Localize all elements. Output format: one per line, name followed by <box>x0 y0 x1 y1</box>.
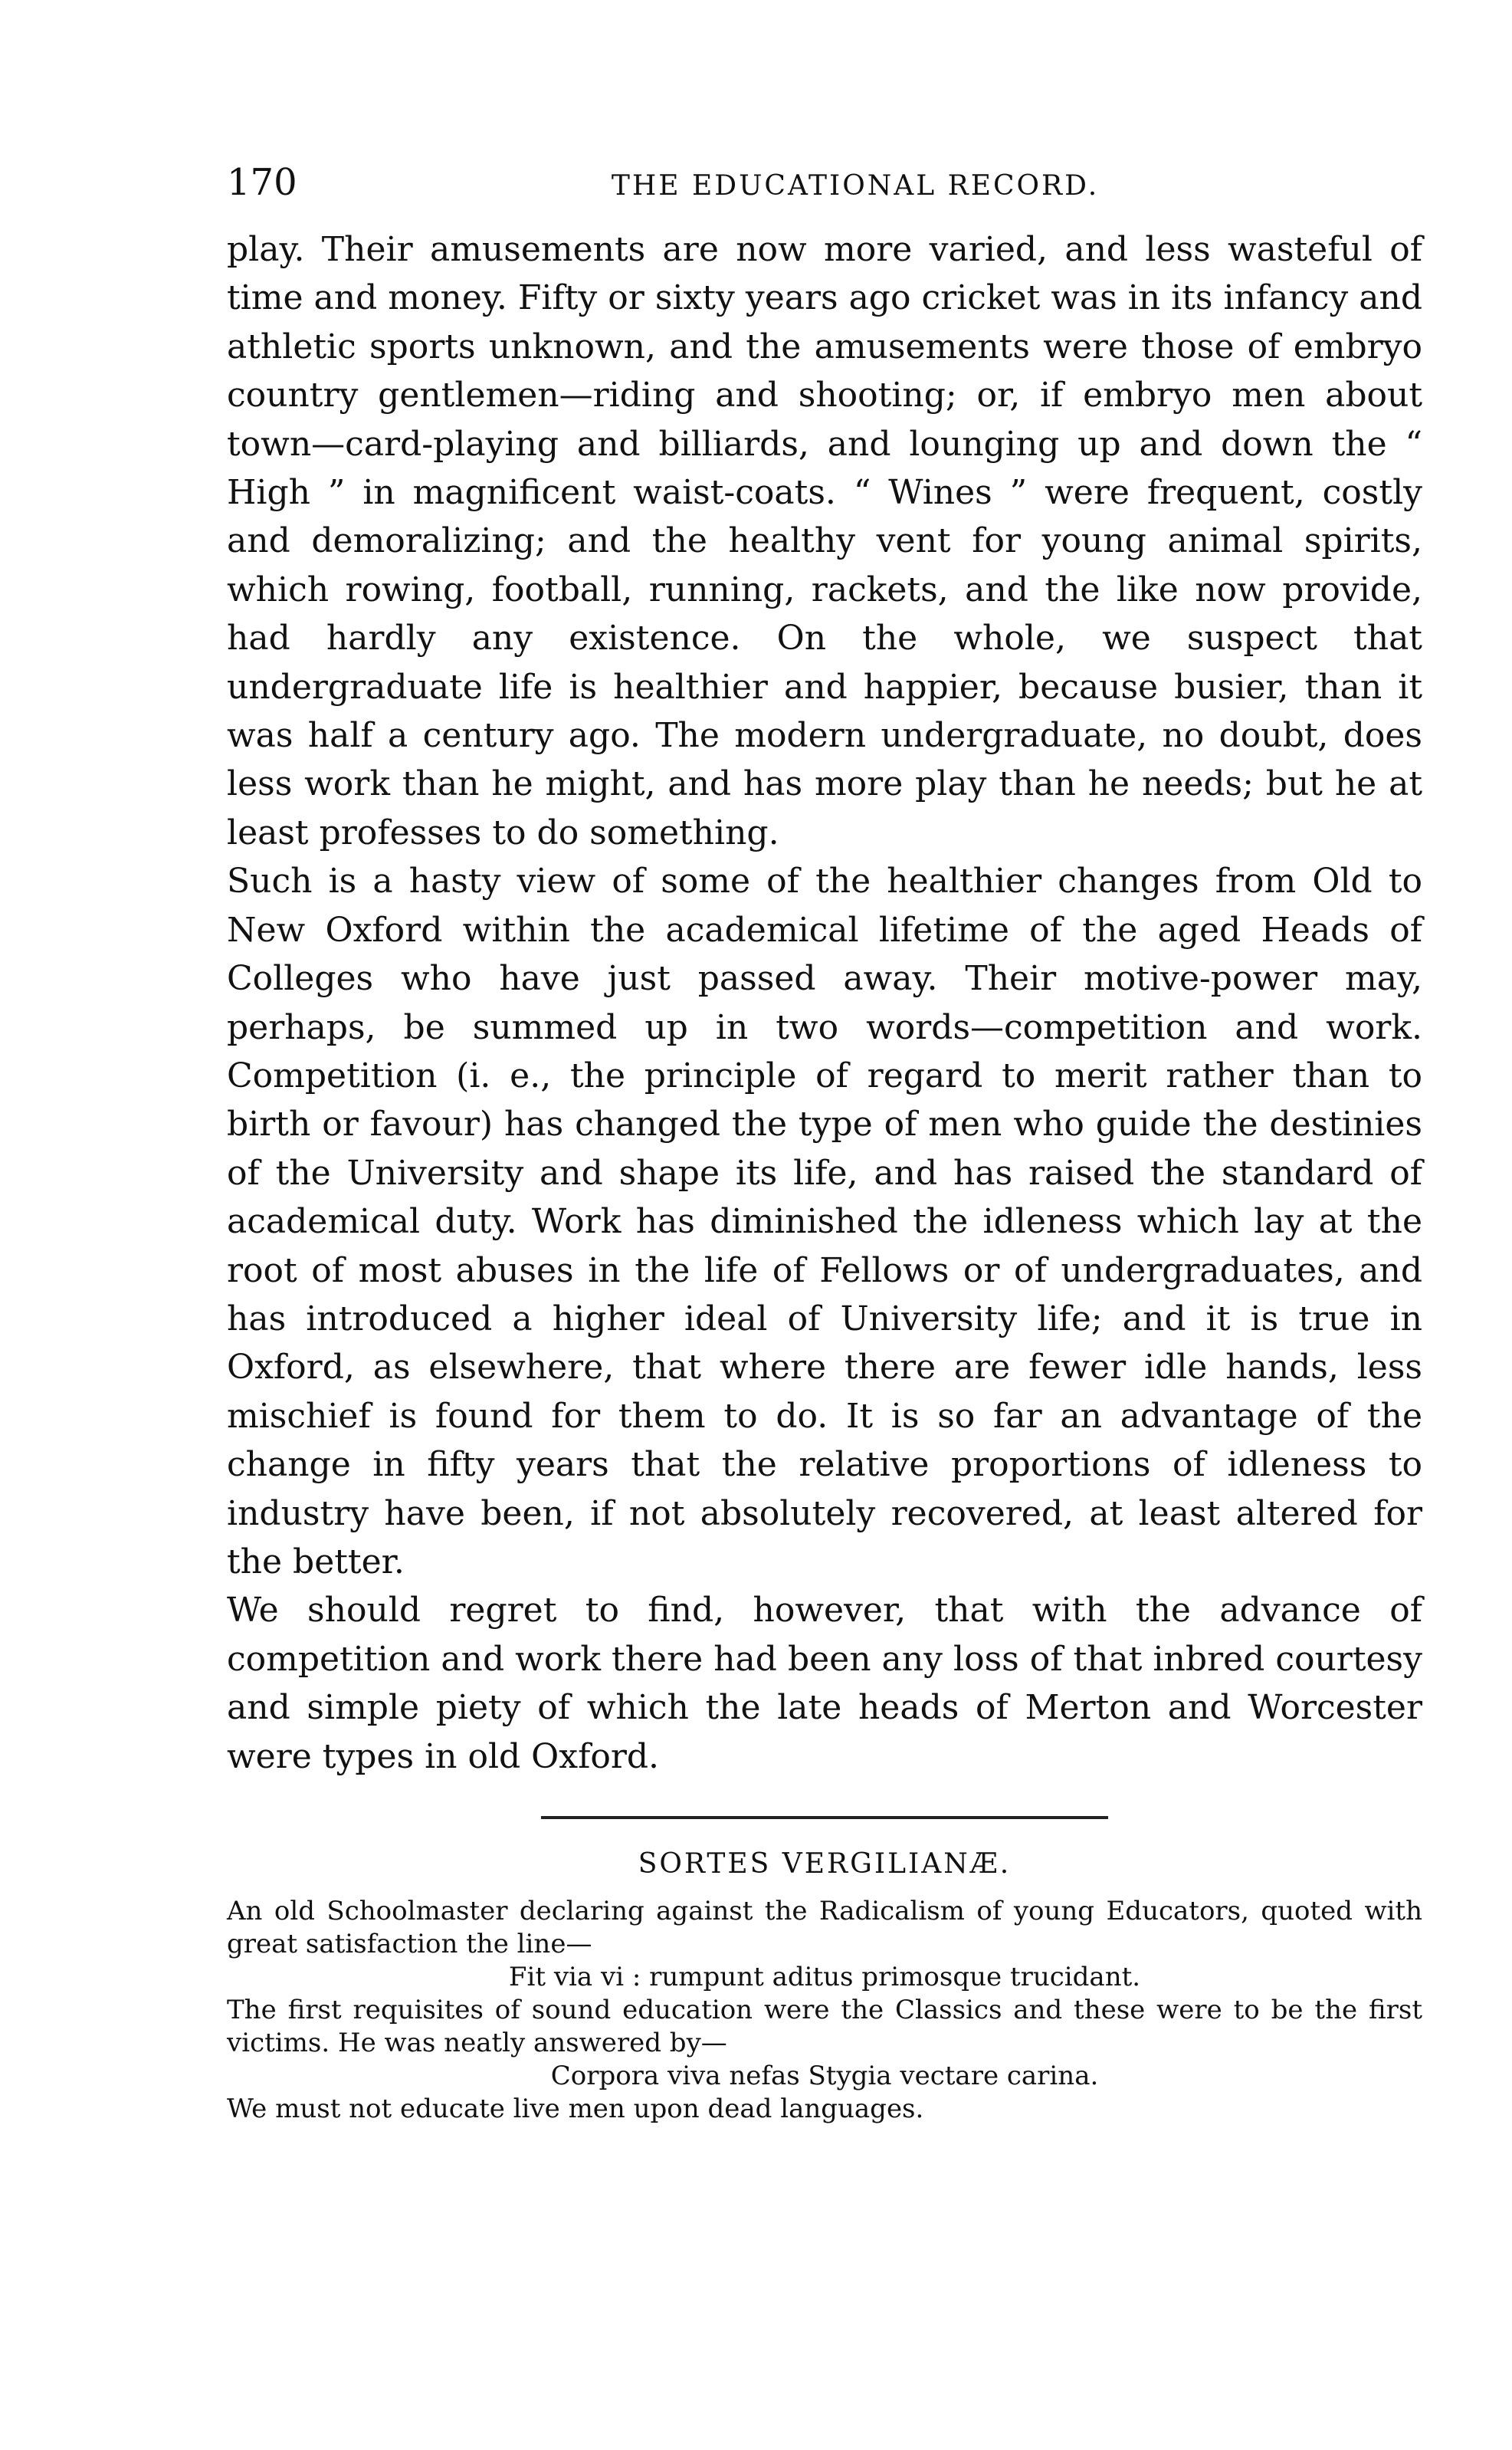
anecdote-text: The first requisites of sound education were the Classics and these were to be the first victims. He was neatly answered by— <box>227 1995 1422 2058</box>
latin-quote: Fit via vi : rumpunt aditus primosque trucidant. <box>508 1962 1141 1992</box>
paragraph: Such is a hasty view of some of the healthier changes from Old to New Oxford within the academical lifetime of the aged Heads of Colleges who have just passed away. Their motive-power may, perhaps, be summed up in two words—competition and work. Competition (i. e., the principle of regard to merit rather than to birth or favour) has changed the type of men who guide the destinies of the University and shape its life, and has raised the standard of academical duty. Work has diminished the idleness which lay at the root of most abuses in the life of Fellows or of undergraduates, and has introduced a higher ideal of University life; and it is true in Oxford, as elsewhere, that where there are fewer idle hands, less mischief is found for them to do. It is so far an advantage of the change in fifty years that the relative proportions of idleness to industry have been, if not absolutely recovered, at least altered for the better. <box>227 862 1422 1581</box>
latin-quote: Corpora viva nefas Stygia vectare carina. <box>550 2061 1099 2091</box>
section-divider <box>541 1816 1108 1819</box>
paragraph: play. Their amusements are now more varied, and less wasteful of time and money. Fifty or sixty years ago cricket was in its infancy and athletic sports unknown, and the amusements were those of embryo country gentlemen—riding and shooting; or, if embryo men about town—card-playing and billiards, and lounging up and down the “ High ” in magnificent waist-coats. “ Wines ” were frequent, costly and demoralizing; and the healthy vent for young animal spirits, which rowing, football, running, rackets, and the like now provide, had hardly any existence. On the whole, we suspect that undergraduate life is healthier and happier, because busier, than it was half a century ago. The modern undergraduate, no doubt, does less work than he might, and has more play than he needs; but he at least professes to do something. <box>227 230 1422 852</box>
sortes-section <box>227 1848 1422 2126</box>
journal-title: THE EDUCATIONAL RECORD. <box>611 170 1100 202</box>
anecdote-text: We must not educate live men upon dead languages. <box>227 2094 924 2124</box>
article-body <box>227 225 1422 1781</box>
page-number: 170 <box>227 161 297 204</box>
running-head <box>227 161 1422 207</box>
anecdote-text: An old Schoolmaster declaring against the Radicalism of young Educators, quoted with great satisfaction the line— <box>227 1896 1422 1959</box>
section-title: SORTES VERGILIANÆ. <box>638 1848 1012 1880</box>
paragraph: We should regret to find, however, that with the advance of competition and work there had been any loss of that inbred courtesy and simple piety of which the late heads of Merton and Worcester were types in old Oxford. <box>227 1591 1422 1776</box>
page <box>227 161 1422 2126</box>
